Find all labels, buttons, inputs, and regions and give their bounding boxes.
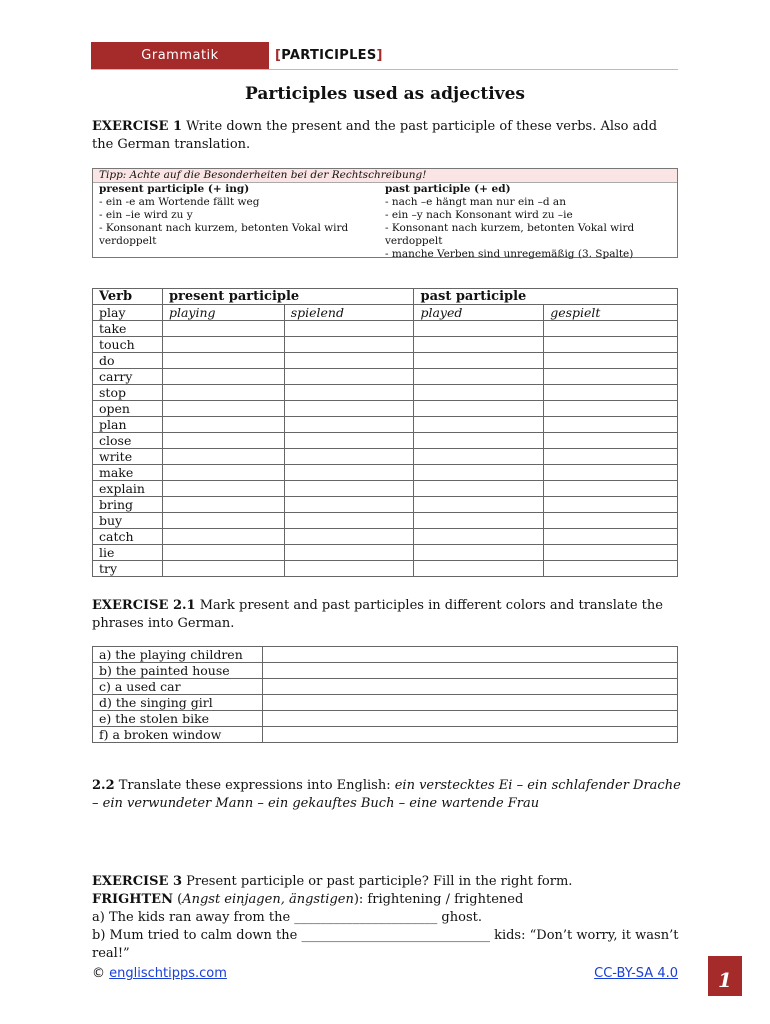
exercise21-text: Mark present and past participles in different colors and translate the phrases into German. bbox=[92, 598, 663, 631]
verb-row bbox=[93, 321, 678, 337]
tip-present-line: - ein –ie wird zu y bbox=[99, 209, 193, 221]
phrase-cell: b) the painted house bbox=[93, 663, 263, 679]
phrase-cell: c) a used car bbox=[93, 679, 263, 695]
present-german-cell[interactable] bbox=[284, 449, 414, 465]
present-answer-cell[interactable] bbox=[162, 369, 284, 385]
example-present-german: spielend bbox=[284, 305, 414, 321]
present-german-cell[interactable] bbox=[284, 433, 414, 449]
verb-row bbox=[93, 417, 678, 433]
frighten-word: FRIGHTEN bbox=[92, 892, 173, 907]
present-answer-cell[interactable] bbox=[162, 481, 284, 497]
past-answer-cell[interactable] bbox=[414, 369, 544, 385]
present-answer-cell[interactable] bbox=[162, 465, 284, 481]
present-german-cell[interactable] bbox=[284, 417, 414, 433]
present-answer-cell[interactable] bbox=[162, 513, 284, 529]
copyright-symbol: © bbox=[92, 966, 110, 981]
verb-row bbox=[93, 433, 678, 449]
past-german-cell[interactable] bbox=[544, 465, 678, 481]
example-verb: play bbox=[93, 305, 163, 321]
page-title: Participles used as adjectives bbox=[245, 84, 525, 104]
past-answer-cell[interactable] bbox=[414, 545, 544, 561]
verb-cell: bring bbox=[93, 497, 163, 513]
footer-license bbox=[594, 966, 678, 981]
frighten-german: Angst einjagen, ängstigen bbox=[182, 892, 354, 907]
verb-row bbox=[93, 481, 678, 497]
tip-present-line: - ein -e am Wortende fällt weg bbox=[99, 196, 260, 208]
present-answer-cell[interactable] bbox=[162, 561, 284, 577]
tip-past-line: - Konsonant nach kurzem, betonten Vokal wird verdoppelt bbox=[385, 222, 635, 247]
present-german-cell[interactable] bbox=[284, 497, 414, 513]
verb-row bbox=[93, 545, 678, 561]
example-present: playing bbox=[162, 305, 284, 321]
phrase-row bbox=[93, 663, 678, 679]
past-german-cell[interactable] bbox=[544, 497, 678, 513]
bracket-close: ] bbox=[376, 48, 383, 63]
verb-row bbox=[93, 513, 678, 529]
verb-row bbox=[93, 353, 678, 369]
translation-cell[interactable] bbox=[262, 647, 677, 663]
exercise3-line-a: a) The kids ran away from the ______________________ ghost. bbox=[92, 910, 482, 925]
past-answer-cell[interactable] bbox=[414, 433, 544, 449]
verb-row bbox=[93, 337, 678, 353]
verbs-table bbox=[92, 288, 678, 577]
present-german-cell[interactable] bbox=[284, 401, 414, 417]
page-header bbox=[91, 42, 678, 70]
phrase-cell: f) a broken window bbox=[93, 727, 263, 743]
exercise1-label: EXERCISE 1 bbox=[92, 119, 183, 134]
verb-cell: plan bbox=[93, 417, 163, 433]
tip-present-column bbox=[99, 183, 385, 261]
verb-cell: lie bbox=[93, 545, 163, 561]
verb-row bbox=[93, 449, 678, 465]
present-answer-cell[interactable] bbox=[162, 337, 284, 353]
exercise22-label: 2.2 bbox=[92, 778, 115, 793]
tip-box bbox=[92, 168, 678, 258]
present-german-cell[interactable] bbox=[284, 353, 414, 369]
past-answer-cell[interactable] bbox=[414, 529, 544, 545]
present-german-cell[interactable] bbox=[284, 337, 414, 353]
present-answer-cell[interactable] bbox=[162, 497, 284, 513]
license-link[interactable]: CC-BY-SA 4.0 bbox=[594, 966, 678, 981]
verb-cell: make bbox=[93, 465, 163, 481]
past-german-cell[interactable] bbox=[544, 385, 678, 401]
verb-header: Verb bbox=[93, 289, 163, 305]
present-answer-cell[interactable] bbox=[162, 433, 284, 449]
translation-cell[interactable] bbox=[262, 711, 677, 727]
past-participle-header: past participle bbox=[414, 289, 678, 305]
verb-cell: try bbox=[93, 561, 163, 577]
past-german-cell[interactable] bbox=[544, 481, 678, 497]
verb-row bbox=[93, 561, 678, 577]
phrase-row bbox=[93, 727, 678, 743]
present-answer-cell[interactable] bbox=[162, 353, 284, 369]
present-german-cell[interactable] bbox=[284, 481, 414, 497]
tip-past-line: - nach –e hängt man nur ein –d an bbox=[385, 196, 566, 208]
past-answer-cell[interactable] bbox=[414, 449, 544, 465]
present-answer-cell[interactable] bbox=[162, 321, 284, 337]
present-answer-cell[interactable] bbox=[162, 529, 284, 545]
past-german-cell[interactable] bbox=[544, 561, 678, 577]
translation-cell[interactable] bbox=[262, 679, 677, 695]
tip-present-line: - Konsonant nach kurzem, betonten Vokal wird verdoppelt bbox=[99, 222, 349, 247]
phrase-row bbox=[93, 647, 678, 663]
verb-cell: carry bbox=[93, 369, 163, 385]
past-german-cell[interactable] bbox=[544, 401, 678, 417]
present-german-cell[interactable] bbox=[284, 513, 414, 529]
past-answer-cell[interactable] bbox=[414, 385, 544, 401]
present-answer-cell[interactable] bbox=[162, 385, 284, 401]
past-german-cell[interactable] bbox=[544, 545, 678, 561]
present-answer-cell[interactable] bbox=[162, 401, 284, 417]
present-answer-cell[interactable] bbox=[162, 449, 284, 465]
tip-past-title: past participle (+ ed) bbox=[385, 183, 511, 195]
past-answer-cell[interactable] bbox=[414, 465, 544, 481]
phrase-row bbox=[93, 679, 678, 695]
tip-present-title: present participle (+ ing) bbox=[99, 183, 250, 195]
tip-past-column bbox=[385, 183, 671, 261]
present-german-cell[interactable] bbox=[284, 321, 414, 337]
past-answer-cell[interactable] bbox=[414, 561, 544, 577]
present-german-cell[interactable] bbox=[284, 545, 414, 561]
phrases-table bbox=[92, 646, 678, 743]
exercise3-label: EXERCISE 3 bbox=[92, 874, 183, 889]
verb-cell: touch bbox=[93, 337, 163, 353]
exercise21-instructions bbox=[92, 597, 682, 633]
header-title-text: PARTICIPLES bbox=[281, 48, 377, 63]
past-german-cell[interactable] bbox=[544, 353, 678, 369]
past-german-cell[interactable] bbox=[544, 417, 678, 433]
verb-cell: do bbox=[93, 353, 163, 369]
past-german-cell[interactable] bbox=[544, 433, 678, 449]
tip-past-line: - manche Verben sind unregemäßig (3. Spalte) bbox=[385, 248, 634, 260]
present-answer-cell[interactable] bbox=[162, 417, 284, 433]
past-answer-cell[interactable] bbox=[414, 513, 544, 529]
exercise3-block bbox=[92, 873, 682, 963]
verb-cell: catch bbox=[93, 529, 163, 545]
exercise22-instructions bbox=[92, 777, 682, 813]
translation-cell[interactable] bbox=[262, 663, 677, 679]
translation-cell[interactable] bbox=[262, 695, 677, 711]
past-answer-cell[interactable] bbox=[414, 337, 544, 353]
exercise3-text: Present participle or past participle? Fill in the right form. bbox=[182, 874, 573, 889]
past-answer-cell[interactable] bbox=[414, 353, 544, 369]
frighten-open: ( bbox=[172, 892, 183, 907]
verb-cell: buy bbox=[93, 513, 163, 529]
phrase-cell: a) the playing children bbox=[93, 647, 263, 663]
footer-copyright bbox=[92, 966, 227, 981]
verb-cell: write bbox=[93, 449, 163, 465]
verb-row bbox=[93, 401, 678, 417]
exercise21-label: EXERCISE 2.1 bbox=[92, 598, 196, 613]
present-german-cell[interactable] bbox=[284, 561, 414, 577]
exercise22-text: Translate these expressions into English: bbox=[114, 778, 395, 793]
example-past: played bbox=[414, 305, 544, 321]
past-answer-cell[interactable] bbox=[414, 321, 544, 337]
phrase-cell: e) the stolen bike bbox=[93, 711, 263, 727]
present-german-cell[interactable] bbox=[284, 385, 414, 401]
bracket-open: [ bbox=[275, 48, 282, 63]
exercise3-line-b: b) Mum tried to calm down the _____________________________ kids: “Don’t worry, it wasn’t real!” bbox=[92, 928, 679, 961]
phrase-row bbox=[93, 711, 678, 727]
exercise1-instructions bbox=[92, 118, 682, 154]
phrase-row bbox=[93, 695, 678, 711]
past-german-cell[interactable] bbox=[544, 337, 678, 353]
verb-cell: open bbox=[93, 401, 163, 417]
tip-past-line: - ein –y nach Konsonant wird zu –ie bbox=[385, 209, 573, 221]
past-answer-cell[interactable] bbox=[414, 401, 544, 417]
verb-row bbox=[93, 369, 678, 385]
header-title bbox=[275, 42, 383, 69]
past-german-cell[interactable] bbox=[544, 449, 678, 465]
tip-heading: Tipp: Achte auf die Besonderheiten bei der Rechtschreibung! bbox=[93, 169, 677, 183]
present-german-cell[interactable] bbox=[284, 369, 414, 385]
present-answer-cell[interactable] bbox=[162, 545, 284, 561]
present-participle-header: present participle bbox=[162, 289, 414, 305]
header-tab: Grammatik bbox=[91, 42, 269, 69]
frighten-forms: ): frightening / frightened bbox=[353, 892, 524, 907]
verb-cell: take bbox=[93, 321, 163, 337]
past-german-cell[interactable] bbox=[544, 321, 678, 337]
past-german-cell[interactable] bbox=[544, 513, 678, 529]
page-number: 1 bbox=[708, 956, 742, 996]
verb-row bbox=[93, 529, 678, 545]
exercise22-expressions: ein verstecktes Ei – ein schlafender Drache – ein verwundeter Mann – ein gekauftes Buch – eine wartende Frau bbox=[92, 778, 681, 811]
verb-row bbox=[93, 497, 678, 513]
past-german-cell[interactable] bbox=[544, 369, 678, 385]
example-past-german: gespielt bbox=[544, 305, 678, 321]
verb-cell: stop bbox=[93, 385, 163, 401]
site-link[interactable]: englischtipps.com bbox=[109, 966, 227, 981]
verb-row bbox=[93, 385, 678, 401]
past-answer-cell[interactable] bbox=[414, 481, 544, 497]
past-answer-cell[interactable] bbox=[414, 417, 544, 433]
exercise1-text: Write down the present and the past participle of these verbs. Also add the German translation. bbox=[92, 119, 658, 152]
past-answer-cell[interactable] bbox=[414, 497, 544, 513]
present-german-cell[interactable] bbox=[284, 529, 414, 545]
present-german-cell[interactable] bbox=[284, 465, 414, 481]
verb-cell: close bbox=[93, 433, 163, 449]
translation-cell[interactable] bbox=[262, 727, 677, 743]
verb-cell: explain bbox=[93, 481, 163, 497]
verb-row bbox=[93, 465, 678, 481]
past-german-cell[interactable] bbox=[544, 529, 678, 545]
phrase-cell: d) the singing girl bbox=[93, 695, 263, 711]
